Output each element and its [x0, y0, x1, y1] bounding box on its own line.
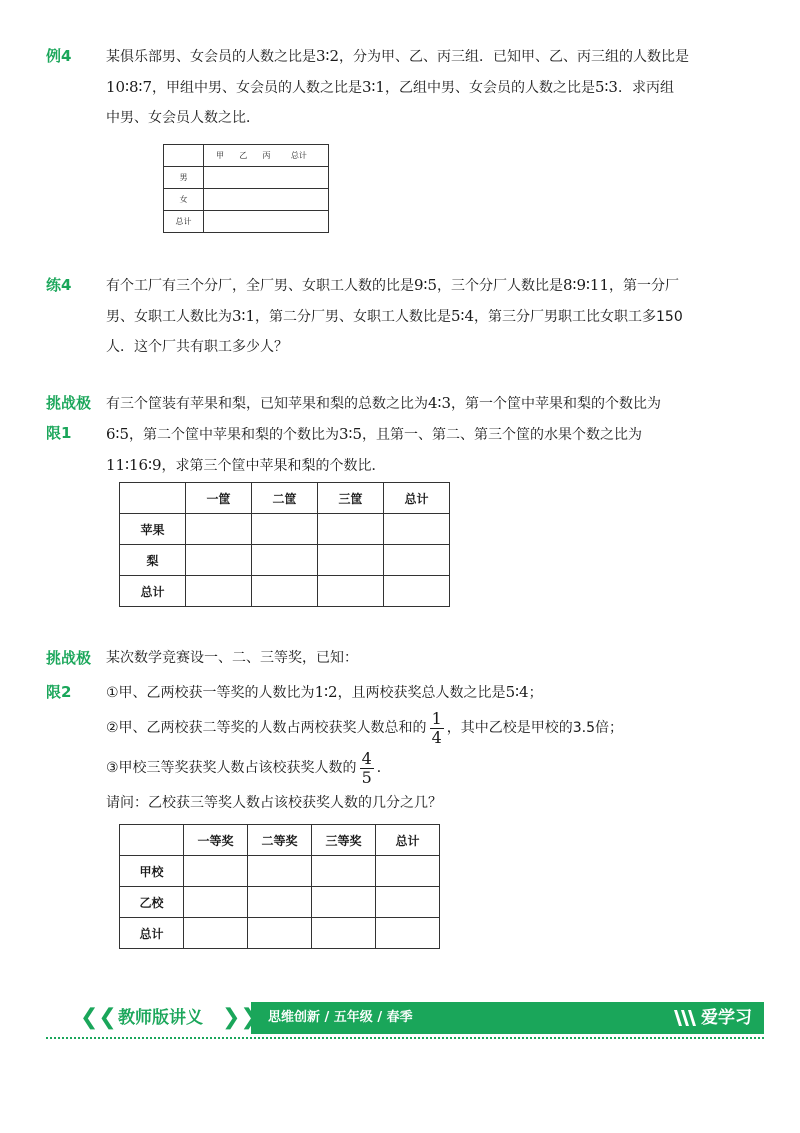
text-line: 人．这个厂共有职工多少人？ — [106, 339, 288, 355]
footer-brand: 教师版讲义 — [118, 1008, 203, 1028]
table-row: 梨 — [120, 545, 450, 576]
challenge-2 — [46, 643, 746, 818]
challenge-2-table — [119, 824, 440, 949]
condition-3: ③甲校三等奖获奖人数占该校获奖人数的 $\frac{4}{5}$ ． — [106, 748, 391, 787]
double-chevron-right-icon: ❯❯ — [222, 1005, 259, 1030]
text-line: 中男、女会员人数之比． — [106, 110, 260, 126]
challenge-1-table — [119, 482, 450, 607]
example-4-text — [106, 41, 746, 133]
table-row: 乙校 — [120, 887, 440, 918]
example-4 — [46, 41, 746, 133]
double-chevron-left-icon: ❮❮ — [80, 1005, 117, 1030]
text-line: 某次数学竞赛设一、二、三等奖，已知： — [106, 650, 358, 666]
footer-subtitle: 思维创新 / 五年级 / 春季 — [268, 1010, 413, 1025]
table-row: 总计 — [120, 918, 440, 949]
fraction: $\frac{4}{5}$ — [361, 748, 372, 787]
text-line: 有个工厂有三个分厂，全厂男、女职工人数的比是9∶5，三个分厂人数比是8∶9∶11，第一分厂 — [106, 276, 679, 294]
text-line: 男、女职工人数比为3∶1，第二分厂男、女职工人数比是5∶4，第三分厂男职工比女职工多150 — [106, 307, 683, 325]
text-line: 某俱乐部男、女会员的人数之比是3∶2，分为甲、乙、丙三组．已知甲、乙、丙三组的人数比是 — [106, 47, 689, 65]
table-header-row: 甲 乙 丙 总计 — [164, 145, 329, 167]
condition-1: ①甲、乙两校获一等奖的人数比为1∶2，且两校获奖总人数之比是5∶4； — [106, 683, 543, 701]
challenge-2-text — [106, 643, 746, 818]
fraction: $\frac{1}{4}$ — [431, 708, 442, 747]
text-line: 6∶5，第二个筐中苹果和梨的个数比为3∶5，且第一、第二、第三个筐的水果个数之比为 — [106, 425, 642, 443]
challenge-1-tag: 挑战极 限1 — [46, 394, 92, 442]
footer-divider — [46, 1037, 764, 1039]
table-row: 男 — [164, 167, 329, 189]
table-header-row: 一等奖 二等奖 三等奖 总计 — [120, 825, 440, 856]
footer-banner — [46, 1002, 764, 1034]
text-line: 11∶16∶9，求第三个筐中苹果和梨的个数比． — [106, 456, 386, 474]
table-header-row: 一筐 二筐 三筐 总计 — [120, 483, 450, 514]
challenge-2-tag: 挑战极 限2 — [46, 649, 92, 701]
practice-4-tag: 练4 — [46, 276, 72, 294]
challenge-1-text — [106, 388, 746, 481]
example-4-tag: 例4 — [46, 47, 72, 65]
practice-4-text — [106, 270, 746, 362]
condition-2: ②甲、乙两校获二等奖的人数占两校获奖人数总和的 $\frac{1}{4}$ ，其中乙校是甲校的3.5倍； — [106, 708, 624, 747]
example-4-table — [163, 144, 329, 233]
practice-4 — [46, 270, 746, 362]
text-line: 有三个筐装有苹果和梨，已知苹果和梨的总数之比为4∶3，第一个筐中苹果和梨的个数比为 — [106, 394, 661, 412]
table-row: 总计 — [164, 211, 329, 233]
footer-logo-text: 爱学习 — [701, 1008, 752, 1028]
logo-icon — [672, 1008, 700, 1028]
text-line: 10∶8∶7，甲组中男、女会员的人数之比是3∶1，乙组中男、女会员的人数之比是5∶3．求丙组 — [106, 78, 674, 96]
question-line: 请问：乙校获三等奖人数占该校获奖人数的几分之几？ — [106, 795, 442, 811]
table-row: 苹果 — [120, 514, 450, 545]
table-row: 总计 — [120, 576, 450, 607]
challenge-1 — [46, 388, 746, 481]
table-row: 女 — [164, 189, 329, 211]
table-row: 甲校 — [120, 856, 440, 887]
